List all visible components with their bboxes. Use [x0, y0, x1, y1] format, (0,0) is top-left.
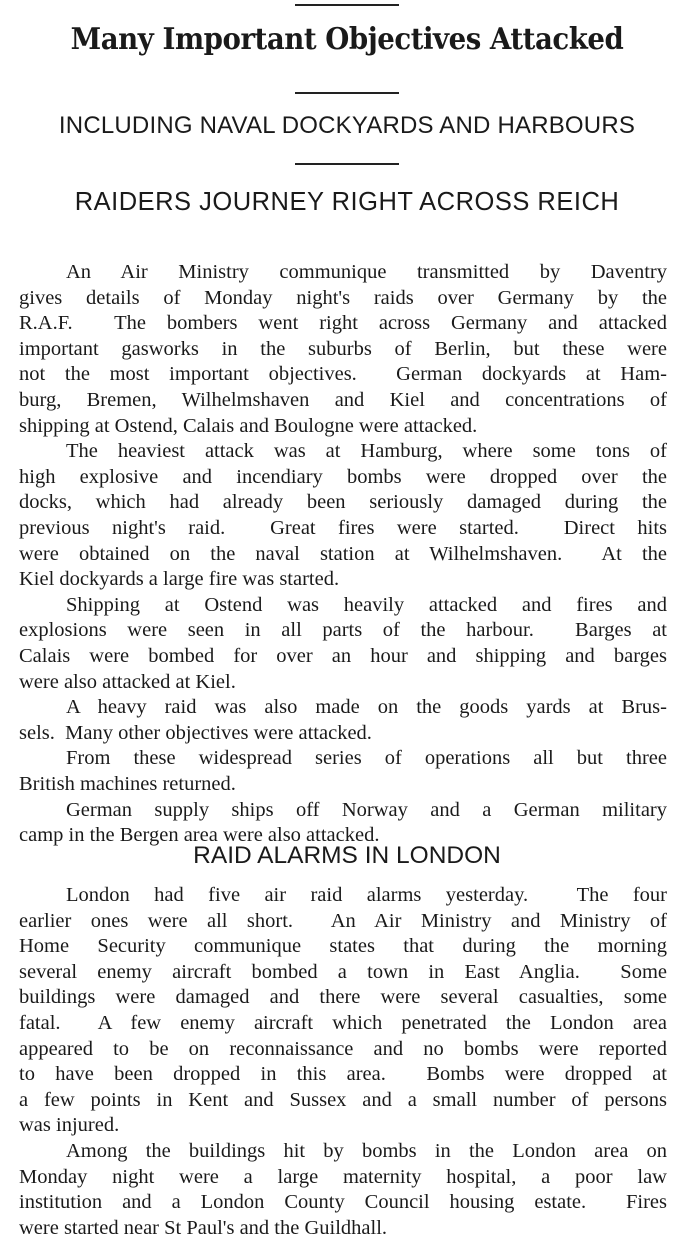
text-line: earlier ones were all short. An Air Ministry and Ministry of	[19, 909, 667, 932]
text-line: London had five air raid alarms yesterday. The four	[66, 884, 667, 906]
text-line: docks, which had already been seriously damaged during the	[19, 491, 667, 514]
text-line: Monday night were a large maternity hospital, a poor law	[19, 1165, 667, 1188]
headline: Many Important Objectives Attacked	[70, 22, 624, 57]
text-line: Calais were bombed for over an hour and shipping and barges	[19, 645, 667, 667]
subheadline-naval-dockyards: INCLUDING NAVAL DOCKYARDS AND HARBOURS	[58, 112, 636, 139]
text-line: institution and a London County Council housing estate. Fires	[19, 1191, 667, 1214]
text-line: gives details of Monday night's raids over Germany by the	[19, 286, 667, 309]
text-line: German supply ships off Norway and a German military	[66, 798, 667, 821]
rule-under-subheadline	[295, 163, 399, 165]
text-line: camp in the Bergen area were also attacked.	[19, 824, 380, 847]
text-line: Kiel dockyards a large fire was started.	[19, 568, 340, 591]
text-line: Shipping at Ostend was heavily attacked and fires and	[66, 593, 667, 616]
text-line: fatal. A few enemy aircraft which penetrated the London area	[19, 1012, 667, 1034]
text-line: From these widespread series of operations all but three	[66, 747, 667, 770]
text-line: important gasworks in the suburbs of Berlin, but these were	[19, 337, 667, 360]
text-line: The heaviest attack was at Hamburg, where some tons of	[66, 440, 667, 463]
text-line: R.A.F. The bombers went right across Germany and attacked	[19, 312, 667, 335]
subheadline-raiders-journey: RAIDERS JOURNEY RIGHT ACROSS REICH	[74, 188, 620, 216]
text-line: a few points in Kent and Sussex and a small number of persons	[19, 1088, 667, 1111]
text-line: were obtained on the naval station at Wilhelmshaven. At the	[19, 542, 667, 565]
section-heading-raid-alarms: RAID ALARMS IN LONDON	[193, 842, 501, 869]
text-line: Among the buildings hit by bombs in the London area on	[66, 1140, 667, 1162]
text-line: was injured.	[19, 1114, 120, 1137]
rule-under-headline	[295, 92, 399, 94]
text-line: sels. Many other objectives were attacked.	[19, 721, 372, 744]
text-line: high explosive and incendiary bombs were dropped over the	[19, 465, 667, 488]
text-line: British machines returned.	[19, 773, 236, 795]
text-line: shipping at Ostend, Calais and Boulogne were attacked.	[19, 414, 478, 437]
text-line: A heavy raid was also made on the goods yards at Brus-	[66, 696, 667, 719]
text-line: were started near St Paul's and the Guildhall.	[19, 1216, 388, 1239]
text-line: buildings were damaged and there were several casualties, some	[19, 986, 667, 1009]
text-line: not the most important objectives. German dockyards at Ham-	[19, 363, 667, 386]
text-line: to have been dropped in this area. Bombs were dropped at	[19, 1063, 667, 1086]
text-line: burg, Bremen, Wilhelmshaven and Kiel and concentrations of	[19, 389, 667, 411]
text-line: several enemy aircraft bombed a town in East Anglia. Some	[19, 960, 667, 983]
text-line: explosions were seen in all parts of the harbour. Barges at	[19, 619, 667, 642]
top-rule	[295, 4, 399, 6]
text-line: Home Security communique states that during the morning	[19, 935, 667, 958]
text-line: were also attacked at Kiel.	[19, 670, 236, 693]
text-line: appeared to be on reconnaissance and no bombs were reported	[19, 1037, 667, 1060]
text-line: previous night's raid. Great fires were started. Direct hits	[19, 517, 667, 539]
text-line: An Air Ministry communique transmitted by Daventry	[66, 261, 667, 283]
